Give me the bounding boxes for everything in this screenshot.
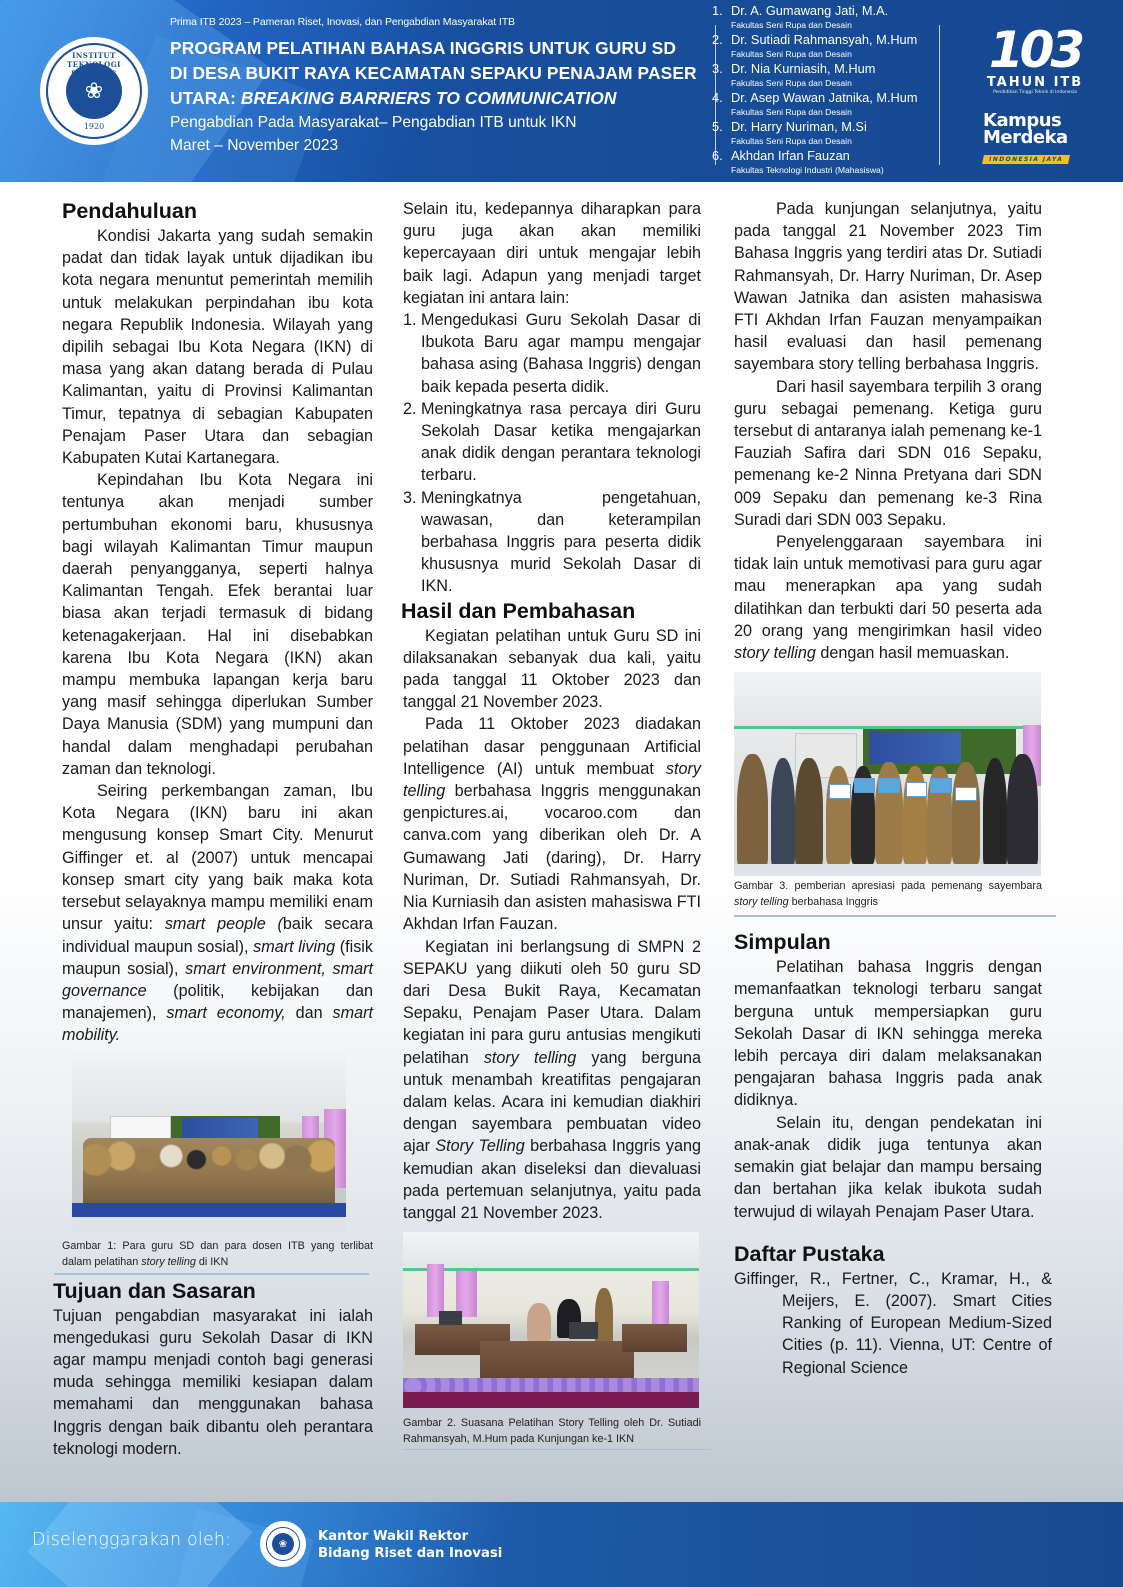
target-list-item bbox=[403, 487, 701, 598]
organizer-line-2: Bidang Riset dan Inovasi bbox=[318, 1546, 503, 1561]
text-run: Penyelenggaraan sayembara ini tidak lain untuk memotivasi para guru agar mau menerapkan apa yang sudah dilatihkan dan terbukti dari 50 peserta ada 20 orang yang mengirimkan hasil video bbox=[734, 533, 1042, 640]
text-italic: smart environment, smart governance bbox=[62, 959, 373, 1000]
logo-103-tagline: Pendidikan Tinggi Teknik di Indonesia bbox=[993, 90, 1077, 95]
ganesha-emblem-icon: ❀ bbox=[66, 63, 122, 119]
author-item bbox=[712, 32, 937, 61]
author-item bbox=[712, 61, 937, 90]
author-number: 2. bbox=[712, 32, 723, 47]
simpulan-paragraph-2: Selain itu, dengan pendekatan ini anak-anak didik juga tentunya akan semakin giat belajar dan mampu bersaing dan bertahan jika kelak ibukota sudah terwujud di wilayah Penajam Paser Utara. bbox=[734, 1113, 1042, 1221]
poster-footer bbox=[0, 1502, 1123, 1587]
organizer-line-1: Kantor Wakil Rektor bbox=[318, 1529, 469, 1544]
pendahuluan-paragraph-2: Kepindahan Ibu Kota Negara ini tentunya akan menjadi sumber pertumbuhan ekonomi baru, khususnya bagi wilayah Kalimantan Timur maupun daerah penyangganya, seperti halnya Kalimantan Tengah. Efek berantai luar biasa akan terjadi termasuk di bidang ketenagakerjaan. Hal ini disebabkan karena Ibu Kota Negara (IKN) akan mampu membuka lapangan kerja baru yang masif sehingga diperlukan Sumber Daya Manusia (SDM) yang mumpuni dan handal dalam menghadapi perubahan zaman dan teknologi. bbox=[62, 471, 373, 778]
col3-paragraph-1: Pada kunjungan selanjutnya, yaitu pada tanggal 21 November 2023 Tim Bahasa Inggris yang terdiri atas Dr. Sutiadi Rahmansyah, Dr. Harry Nuriman, Dr. Asep Wawan Jatnika dan asisten mahasiswa FTI Akhdan Irfan Fauzan menyampaikan hasil evaluasi dan hasil pemenang sayembara story telling berbahasa Inggris. bbox=[734, 200, 1042, 374]
target-list-item bbox=[403, 398, 701, 487]
author-faculty: Fakultas Seni Rupa dan Desain bbox=[731, 136, 852, 146]
list-text: Meningkatnya rasa percaya diri Guru Sekolah Dasar ketika mengajarkan anak didik dengan perantara teknologi terbaru. bbox=[421, 399, 701, 485]
text-run: berbahasa Inggris yang kemudian akan diseleksi dan dievaluasi pada pertemuan selanjutnya, yaitu pada tanggal 21 November 2023. bbox=[403, 1137, 701, 1222]
author-name: Dr. Harry Nuriman, M.Si bbox=[731, 119, 867, 134]
text-run: Gambar 1: Para guru SD dan para dosen ITB yang terlibat dalam pelatihan bbox=[62, 1239, 373, 1268]
author-number: 1. bbox=[712, 3, 723, 18]
organized-by-label: Diselenggarakan oleh: bbox=[32, 1530, 232, 1550]
author-number: 5. bbox=[712, 119, 723, 134]
text-italic: smart living bbox=[253, 937, 336, 956]
figure-1-caption bbox=[62, 1238, 373, 1270]
text-italic: story telling bbox=[403, 759, 701, 801]
simpulan-paragraph-1: Pelatihan bahasa Inggris dengan memanfaatkan teknologi terbaru sangat berguna untuk mempersiapkan guru Sekolah Dasar di IKN sehingga mereka lebih percaya diri dalam melaksanakan pengajaran bahasa Inggris pada anak didiknya. bbox=[734, 958, 1042, 1110]
author-number: 4. bbox=[712, 90, 723, 105]
heading-pendahuluan: Pendahuluan bbox=[62, 199, 197, 223]
text-run: dan bbox=[285, 1004, 333, 1023]
itb-footer-logo bbox=[260, 1521, 306, 1567]
text-run: yang berguna untuk menambah kreatifitas pengajaran dalam kelas. Acara ini kemudian diakhiri dengan sayembara pembuatan video ajar bbox=[403, 1048, 701, 1156]
col3-paragraph-3 bbox=[734, 531, 1042, 664]
heading-simpulan: Simpulan bbox=[734, 930, 831, 955]
target-list-item bbox=[403, 309, 701, 398]
author-name: Akhdan Irfan Fauzan bbox=[731, 148, 850, 163]
text-run: di IKN bbox=[195, 1255, 229, 1268]
author-faculty: Fakultas Seni Rupa dan Desain bbox=[731, 107, 852, 117]
author-name: Dr. Asep Wawan Jatnika, M.Hum bbox=[731, 90, 918, 105]
text-run: dengan hasil memuaskan. bbox=[815, 644, 1010, 663]
text-italic: story telling bbox=[734, 644, 816, 663]
text-run: baik secara individual maupun sosial), bbox=[62, 915, 373, 956]
author-faculty: Fakultas Seni Rupa dan Desain bbox=[731, 49, 852, 59]
column-middle bbox=[403, 198, 701, 1450]
author-name: Dr. Sutiadi Rahmansyah, M.Hum bbox=[731, 32, 918, 47]
list-text: Meningkatnya pengetahuan, wawasan, dan keterampilan berbahasa Inggris para peserta didik khususnya murid Sekolah Dasar di IKN. bbox=[421, 488, 701, 596]
figure-1-photo bbox=[72, 1052, 346, 1232]
text-italic: story telling bbox=[483, 1048, 577, 1067]
itb-logo-arc-text: INSTITUT TEKNOLOGI BANDUNG bbox=[67, 51, 121, 78]
title-italic: BREAKING BARRIERS TO COMMUNICATION bbox=[240, 88, 617, 108]
text-italic: Story Telling bbox=[435, 1137, 525, 1156]
text-italic: smart people ( bbox=[164, 915, 283, 934]
section-divider bbox=[54, 1273, 369, 1275]
author-faculty: Fakultas Seni Rupa dan Desain bbox=[731, 20, 852, 30]
text-italic: smart mobility. bbox=[62, 1004, 373, 1045]
target-list bbox=[403, 309, 701, 598]
divider bbox=[715, 25, 716, 165]
figure-3-caption bbox=[734, 878, 1042, 910]
kampus-merdeka-logo bbox=[983, 112, 1083, 165]
col3-paragraph-2: Dari hasil sayembara terpilih 3 orang guru sebagai pemenang. Ketiga guru tersebut di antaranya ialah pemenang ke-1 Fauziah Safira dari SDN 016 Sepaku, pemenang ke-2 Ninna Pretyana dari SDN 009 Sepaku dan pemenang ke-3 Rina Suradi dari SDN 003 Sepaku. bbox=[734, 377, 1042, 529]
text-run: Gambar 3. pemberian apresiasi pada pemenang sayembara bbox=[734, 880, 1042, 893]
divider bbox=[939, 25, 940, 165]
title-line-1: PROGRAM PELATIHAN BAHASA INGGRIS UNTUK GURU SD bbox=[170, 38, 677, 58]
heading-tujuan-dan-sasaran: Tujuan dan Sasaran bbox=[53, 1278, 256, 1303]
text-run: berbahasa Inggris bbox=[788, 896, 879, 909]
hasil-paragraph-3 bbox=[403, 936, 701, 1225]
title-line-2: DI DESA BUKIT RAYA KECAMATAN SEPAKU PENAJAM PASER bbox=[170, 63, 697, 83]
heading-hasil-dan-pembahasan: Hasil dan Pembahasan bbox=[401, 598, 636, 623]
organizer-name bbox=[318, 1528, 502, 1562]
itb-logo bbox=[40, 37, 148, 145]
event-name: Prima ITB 2023 – Pameran Riset, Inovasi, dan Pengabdian Masyarakat ITB bbox=[170, 16, 515, 28]
header-text-block bbox=[170, 16, 700, 157]
target-intro-paragraph: Selain itu, kedepannya diharapkan para guru juga akan akan memiliki kepercayaan diri untuk mengajar lebih baik lagi. Adapun yang menjadi target kegiatan ini antara lain: bbox=[403, 200, 701, 307]
list-text: Mengedukasi Guru Sekolah Dasar di Ibukota Baru agar mampu mengajar bahasa asing (Bahasa Inggris) dengan baik kepada peserta didik. bbox=[421, 311, 701, 396]
text-run: Kegiatan ini berlangsung di SMPN 2 SEPAKU yang diikuti oleh 50 guru SD dari Desa Bukit Raya, Kecamatan Sepaku, Penajam Paser Utara. Dalam kegiatan ini para guru antusias mengikuti pelatihan bbox=[403, 937, 701, 1067]
author-name: Dr. A. Gumawang Jati, M.A. bbox=[731, 3, 889, 18]
poster-period: Maret – November 2023 bbox=[170, 137, 339, 154]
poster-subtitle: Pengabdian Pada Masyarakat– Pengabdian ITB untuk IKN bbox=[170, 114, 577, 131]
text-run: (fisik maupun sosial), bbox=[62, 937, 373, 978]
hasil-paragraph-1: Kegiatan pelatihan untuk Guru SD ini dilaksanakan sebanyak dua kali, yaitu pada tanggal 11 Oktober 2023 dan tanggal 21 November 2023. bbox=[403, 626, 701, 712]
author-item bbox=[712, 90, 937, 119]
list-number: 2. bbox=[403, 399, 417, 418]
author-item bbox=[712, 148, 937, 177]
author-number: 6. bbox=[712, 148, 723, 163]
text-run: Pada 11 Oktober 2023 diadakan pelatihan dasar penggunaan Artificial Intelligence (AI) untuk membuat bbox=[403, 715, 701, 778]
figure-3-photo bbox=[734, 672, 1041, 876]
heading-daftar-pustaka: Daftar Pustaka bbox=[734, 1241, 885, 1266]
column-right bbox=[734, 198, 1052, 1379]
poster-header bbox=[0, 0, 1123, 182]
author-item bbox=[712, 3, 937, 32]
list-number: 3. bbox=[403, 488, 417, 507]
author-list bbox=[712, 3, 937, 177]
author-name: Dr. Nia Kurniasih, M.Hum bbox=[731, 61, 876, 76]
text-run: berbahasa Inggris menggunakan genpictures.ai, vocaroo.com dan canva.com yang diberikan oleh Dr. A Gumawang Jati (daring), Dr. Harry Nuriman, Dr. Sutiadi Rahmansyah, Dr. Nia Kurniasih dan asisten mahasiswa FTI Akhdan Irfan Fauzan. bbox=[403, 782, 701, 934]
column-left bbox=[53, 198, 373, 1460]
text-italic: story telling bbox=[141, 1255, 196, 1268]
kampus-merdeka-line1: Kampus bbox=[983, 110, 1062, 131]
poster-title bbox=[170, 36, 700, 111]
author-item bbox=[712, 119, 937, 148]
ganesha-emblem-icon: ❀ bbox=[272, 1533, 294, 1555]
list-number: 1. bbox=[403, 311, 417, 330]
logo-103-label: TAHUN ITB bbox=[986, 75, 1084, 90]
logo-103-tahun-itb bbox=[985, 21, 1085, 96]
title-line-3 bbox=[170, 86, 700, 111]
section-divider bbox=[734, 915, 1056, 917]
reference-item: Giffinger, R., Fertner, C., Kramar, H., & Meijers, E. (2007). Smart Cities Ranking of European Medium-Sized Cities (p. 11). Vienna, UT: Centre of Regional Science bbox=[734, 1269, 1052, 1377]
indonesia-jaya-ribbon: INDONESIA JAYA bbox=[982, 155, 1070, 164]
figure-2-caption: Gambar 2. Suasana Pelatihan Story Telling oleh Dr. Sutiadi Rahmansyah, M.Hum pada Kunjungan ke-1 IKN bbox=[403, 1417, 701, 1446]
author-number: 3. bbox=[712, 61, 723, 76]
author-faculty: Fakultas Seni Rupa dan Desain bbox=[731, 78, 852, 88]
text-italic: story telling bbox=[734, 896, 789, 909]
pendahuluan-paragraph-3 bbox=[62, 780, 373, 1046]
text-run: (politik, kebijakan dan manajemen), bbox=[62, 981, 373, 1023]
hasil-paragraph-2 bbox=[403, 713, 701, 935]
logo-103-number: 103 bbox=[988, 21, 1082, 79]
tujuan-paragraph: Tujuan pengabdian masyarakat ini ialah mengedukasi guru Sekolah Dasar di IKN agar mampu menjadi contoh bagi generasi muda sehingga memiliki kesiapan dalam memahami dan menggunakan bahasa Inggris dengan baik dibantu oleh perantara teknologi modern. bbox=[53, 1306, 373, 1458]
text-run: Seiring perkembangan zaman, Ibu Kota Negara (IKN) baru ini akan mengusung konsep Smart City. Menurut Giffinger et. al (2007) untuk mencapai konsep smart city yang baik maka kota tersebut selayaknya mampu memiliki enam unsur yaitu: bbox=[62, 782, 373, 934]
title-prefix: UTARA: bbox=[170, 88, 241, 108]
figure-2-photo bbox=[403, 1232, 699, 1408]
author-faculty: Fakultas Teknologi Industri (Mahasiswa) bbox=[731, 165, 884, 175]
text-italic: smart economy, bbox=[166, 1004, 286, 1023]
pendahuluan-paragraph-1: Kondisi Jakarta yang sudah semakin padat dan tidak layak untuk dijadikan ibu kota negara menuntut pemerintah memilih untuk melakukan perpindahan ibu kota negara Republik Indonesia. Wilayah yang dipilih sebagai Ibu Kota Negara (IKN) di masa yang akan datang berada di Pulau Kalimantan, yaitu di Provinsi Kalimantan Timur, tepatnya di sebagian Kabupaten Penajam Paser Utara dan sebagian Kabupaten Kutai Kartanegara. bbox=[62, 227, 373, 468]
section-divider bbox=[403, 1449, 711, 1450]
kampus-merdeka-line2: Merdeka bbox=[983, 127, 1068, 148]
itb-logo-year: 1920 bbox=[83, 122, 105, 131]
